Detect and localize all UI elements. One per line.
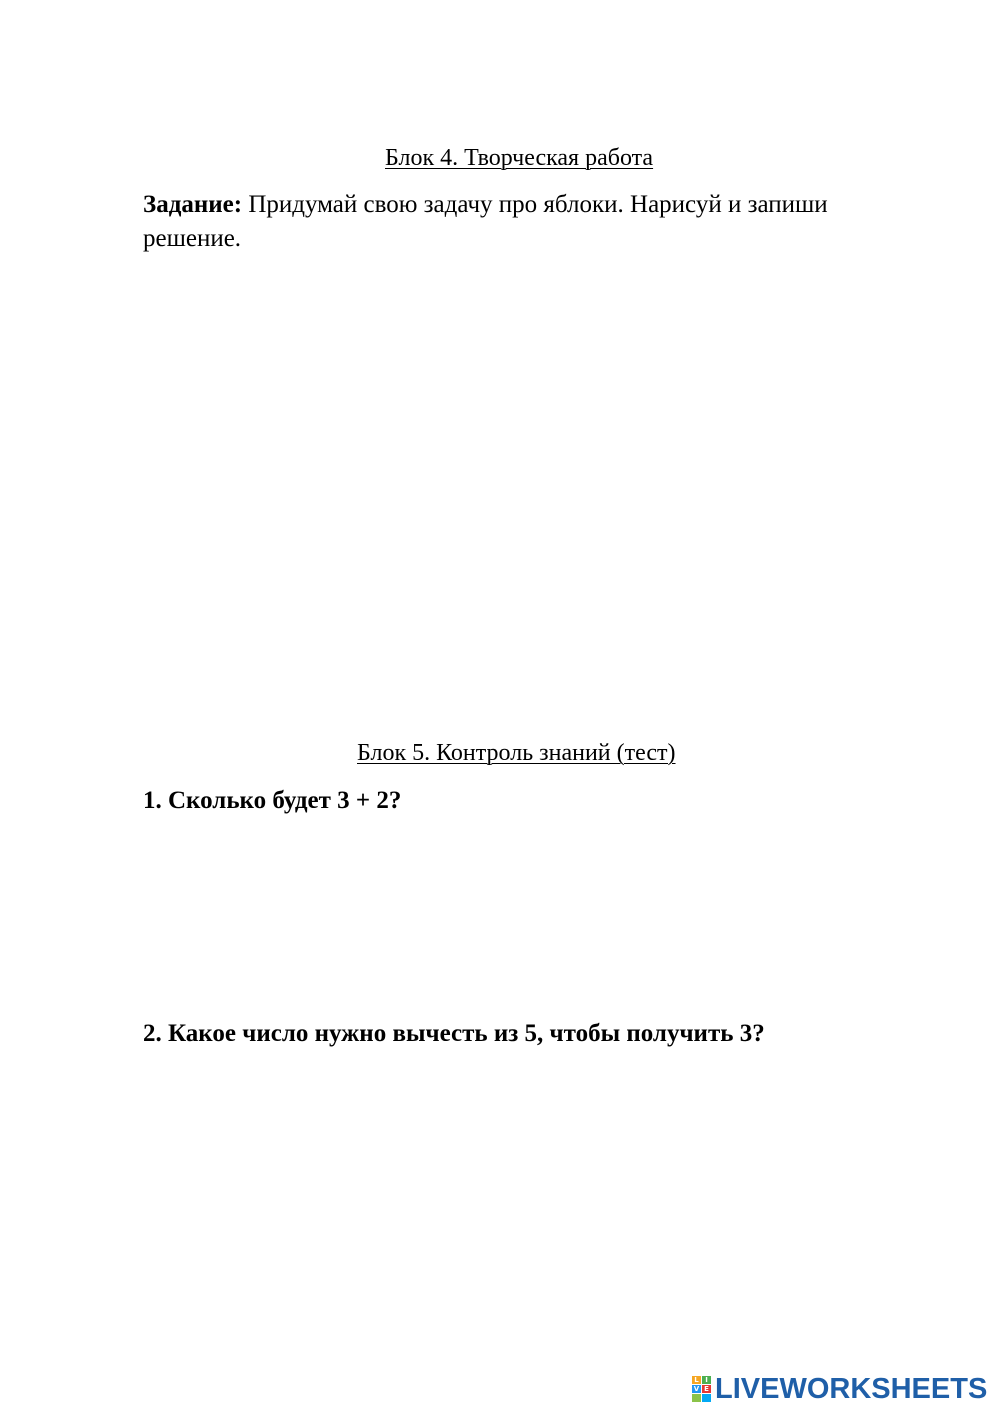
- liveworksheets-logo: [692, 1374, 987, 1404]
- question-2: 2. Какое число нужно вычесть из 5, чтобы получить 3?: [143, 1020, 765, 1047]
- task-label: Задание:: [143, 191, 243, 218]
- task-text: Придумай свою задачу про яблоки. Нарисуй и запиши решение.: [143, 191, 828, 252]
- liveworksheets-logo-icon: L I V E: [692, 1376, 711, 1402]
- question-1: 1. Сколько будет 3 + 2?: [143, 787, 402, 814]
- liveworksheets-logo-text: LIVEWORKSHEETS: [715, 1373, 988, 1405]
- block4-heading: Блок 4. Творческая работа: [385, 145, 654, 171]
- block5-heading: Блок 5. Контроль знаний (тест): [357, 740, 676, 766]
- block4-task: [143, 188, 903, 256]
